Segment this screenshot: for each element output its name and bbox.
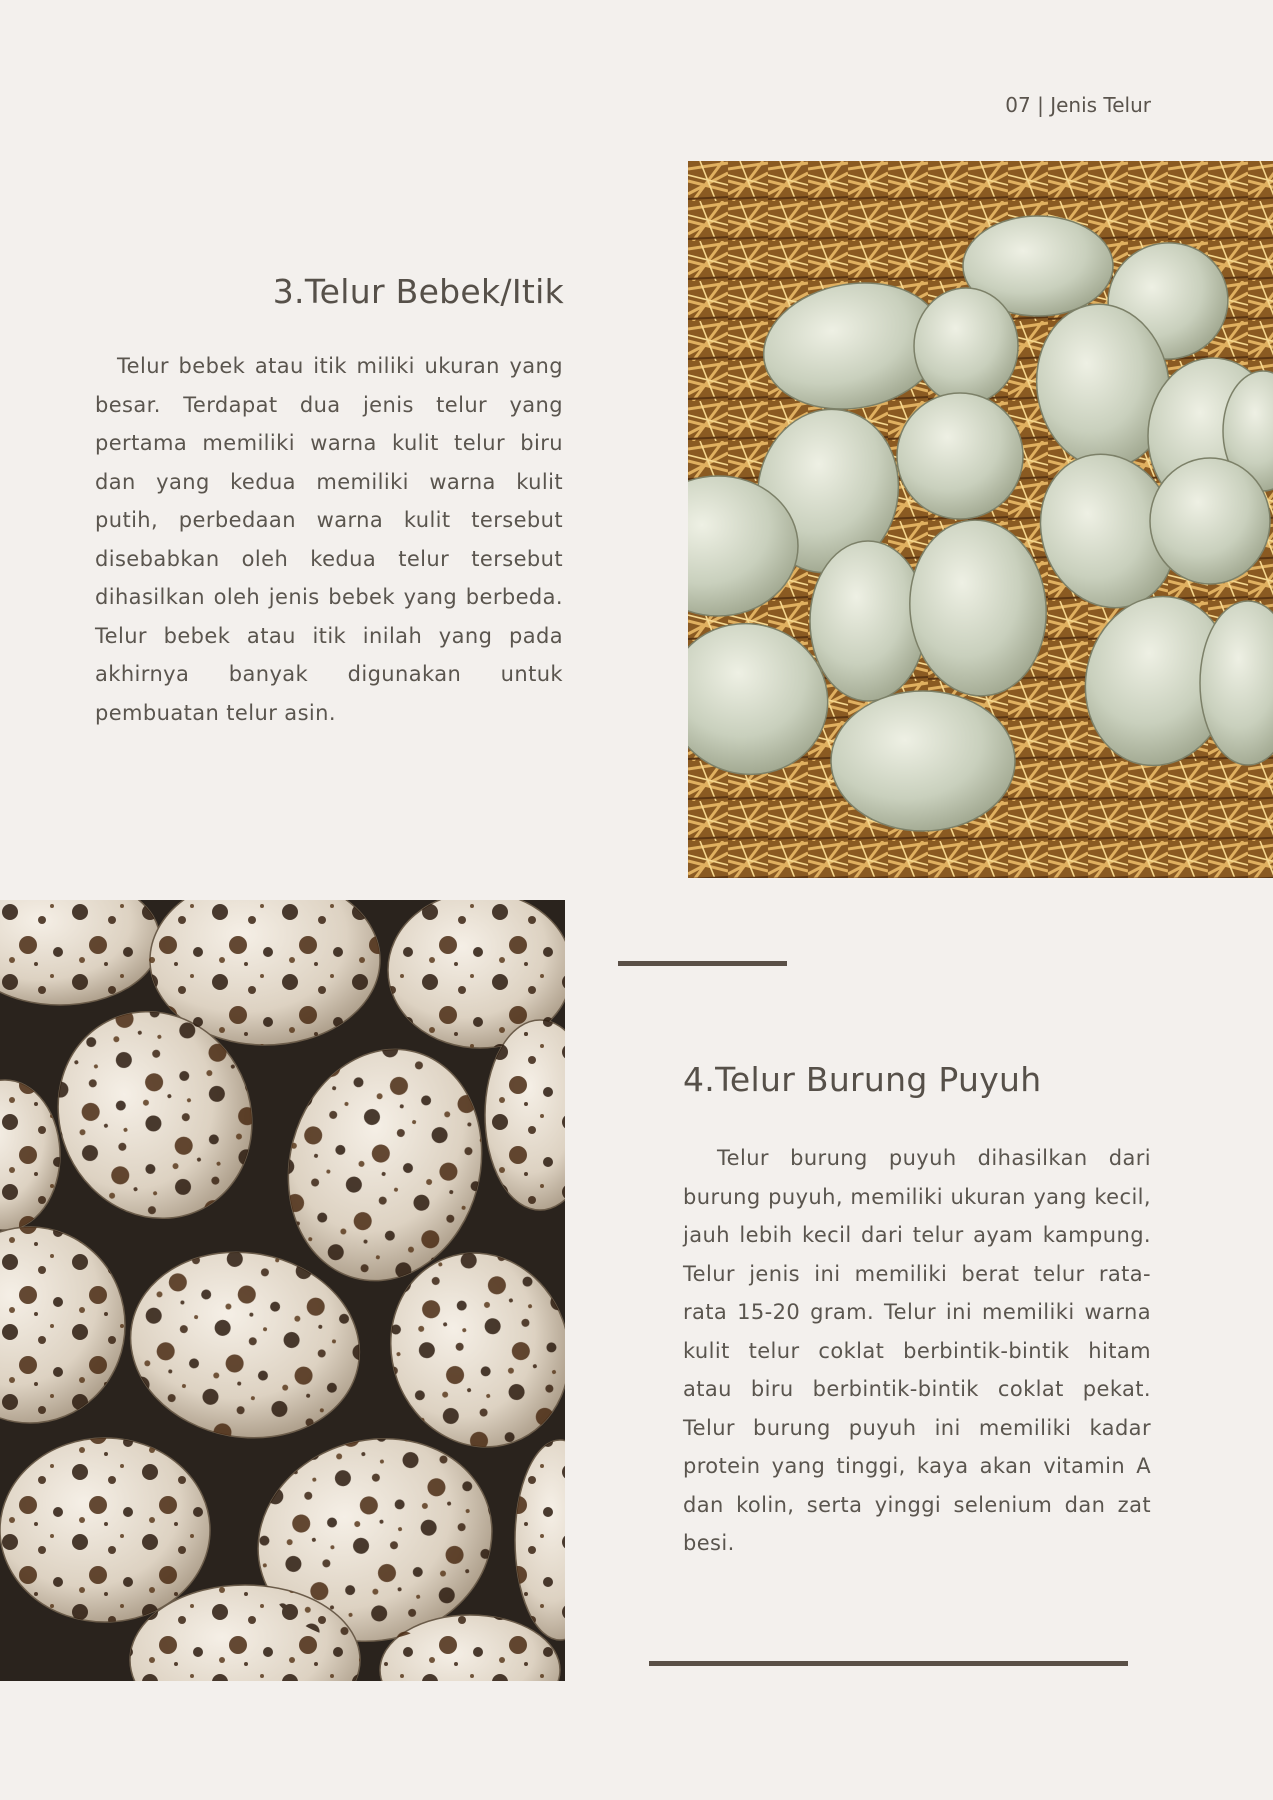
page-label: 07 | Jenis Telur [1005,93,1151,117]
section-body-duck-egg: Telur bebek atau itik miliki ukuran yang besar. Terdapat dua jenis telur yang pertama memiliki warna kulit telur biru dan yang kedua memiliki warna kulit putih, perbedaan warna kulit tersebut disebabkan oleh kedua telur tersebut dihasilkan oleh jenis bebek yang berbeda. Telur bebek atau itik inilah yang pada akhirnya banyak digunakan untuk pembuatan telur asin. [95,354,563,725]
quail-eggs-photo [0,900,565,1681]
decorative-rule-bottom [649,1661,1128,1666]
decorative-rule-top [618,961,787,966]
section-title-duck-egg: 3.Telur Bebek/Itik [272,272,564,311]
section-title-quail-egg: 4.Telur Burung Puyuh [683,1060,1042,1099]
section-body-quail-egg: Telur burung puyuh dihasilkan dari burung puyuh, memiliki ukuran yang kecil, jauh lebih kecil dari telur ayam kampung. Telur jenis ini memiliki berat telur rata-rata 15-20 gram. Telur ini memiliki warna kulit telur coklat berbintik-bintik hitam atau biru berbintik-bintik coklat pekat. Telur burung puyuh ini memiliki kadar protein yang tinggi, kaya akan vitamin A dan kolin, serta yinggi selenium dan zat besi. [683,1146,1151,1555]
duck-eggs-photo [688,161,1273,878]
